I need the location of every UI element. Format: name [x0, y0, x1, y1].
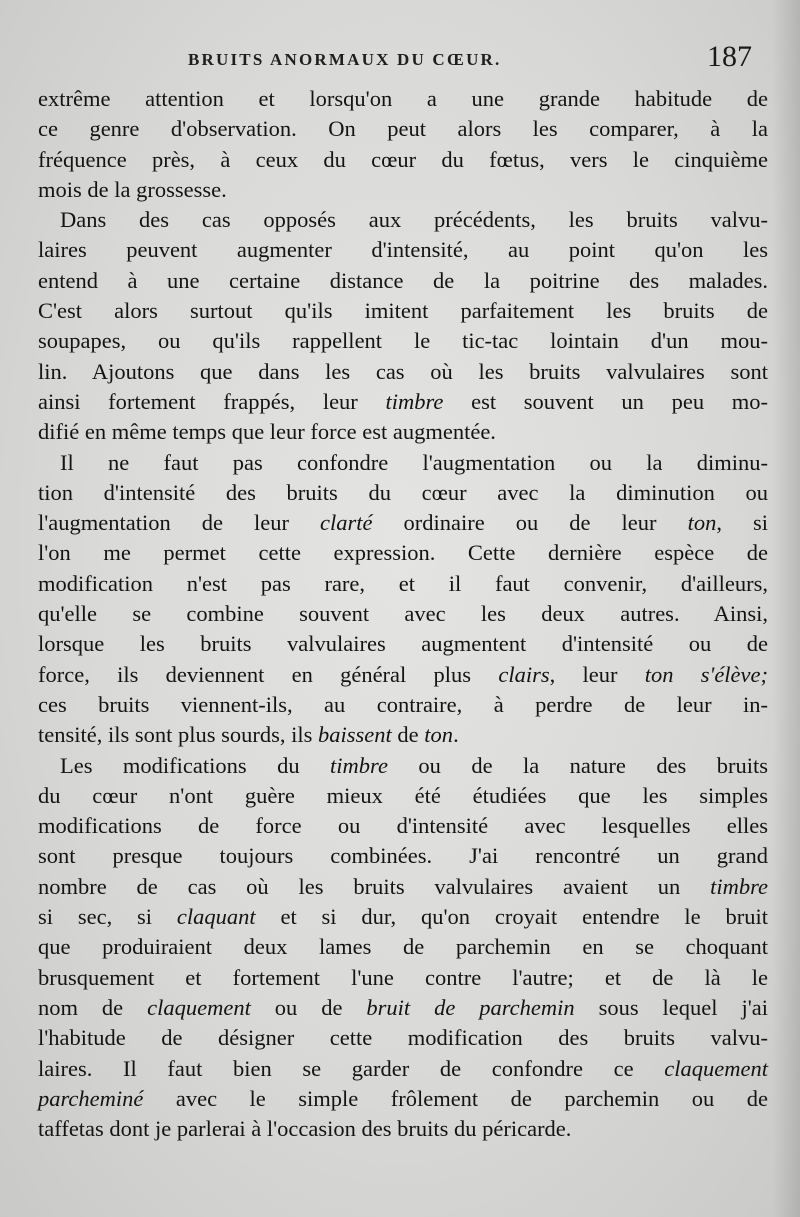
text-line: C'est alors surtout qu'ils imitent parfaitement les bruits de [38, 298, 768, 324]
italic-term: bruit de parchemin [366, 994, 575, 1020]
text-line: du cœur n'ont guère mieux été étudiées que les simples [38, 782, 768, 808]
italic-term: claquant [176, 904, 256, 930]
text-line: l'habitude de désigner cette modification des bruits valvu- [38, 1025, 768, 1051]
text-line: force, ils deviennent en général plus clairs, leur ton s'élève; [38, 661, 769, 687]
text-line: tensité, ils sont plus sourds, ils baissent de ton. [38, 722, 459, 748]
text-line: extrême attention et lorsqu'on a une grande habitude de [38, 86, 768, 111]
italic-term: claquement [664, 1055, 768, 1081]
text-line: ainsi fortement frappés, leur timbre est souvent un peu mo- [38, 388, 769, 414]
text-line: nom de claquement ou de bruit de parchemin sous lequel j'ai [38, 994, 768, 1020]
italic-term: clairs [498, 661, 550, 687]
text-line: lorsque les bruits valvulaires augmentent d'intensité ou de [38, 631, 768, 657]
text-line: taffetas dont je parlerai à l'occasion des bruits du péricarde. [38, 1116, 572, 1142]
text-line: ces bruits viennent-ils, au contraire, à perdre de leur in- [38, 691, 768, 717]
text-line: laires peuvent augmenter d'intensité, au point qu'on les [38, 237, 768, 263]
text-line: Dans des cas opposés aux précédents, les bruits valvu- [60, 207, 768, 233]
italic-term: clarté [320, 510, 373, 536]
italic-term: timbre [710, 873, 768, 899]
text-line: qu'elle se combine souvent avec les deux autres. Ainsi, [38, 601, 768, 627]
text-line: nombre de cas où les bruits valvulaires avaient un timbre [38, 873, 768, 899]
text-line: Les modifications du timbre ou de la nature des bruits [60, 752, 769, 778]
italic-term: ton [687, 510, 717, 536]
page-number: 187 [707, 40, 752, 73]
text-line: lin. Ajoutons que dans les cas où les bruits valvulaires sont [38, 358, 768, 384]
body-text [38, 84, 768, 1144]
italic-term: parcheminé [38, 1085, 144, 1111]
page-header [38, 40, 758, 76]
text-line: fréquence près, à ceux du cœur du fœtus, vers le cinquième [38, 146, 768, 172]
page-edge-shadow [772, 0, 800, 1217]
text-line: parcheminé avec le simple frôlement de parchemin ou de [38, 1085, 768, 1111]
text-line: l'augmentation de leur clarté ordinaire ou de leur ton, si [38, 510, 768, 536]
text-line: si sec, si claquant et si dur, qu'on croyait entendre le bruit [38, 904, 769, 930]
text-line: soupapes, ou qu'ils rappellent le tic-tac lointain d'un mou- [38, 328, 768, 354]
text-line: modifications de force ou d'intensité avec lesquelles elles [38, 813, 768, 839]
text-line: sont presque toujours combinées. J'ai rencontré un grand [38, 843, 768, 869]
text-line: laires. Il faut bien se garder de confondre ce claquement [38, 1055, 768, 1081]
italic-term: ton [424, 722, 454, 748]
text-line: modification n'est pas rare, et il faut convenir, d'ailleurs, [38, 570, 768, 596]
text-line: difié en même temps que leur force est augmentée. [38, 419, 496, 445]
text-line: mois de la grossesse. [38, 176, 227, 202]
italic-term: ton s'élève; [644, 661, 769, 687]
text-line: que produiraient deux lames de parchemin en se choquant [38, 934, 768, 960]
italic-term: timbre [330, 752, 388, 778]
text-line: brusquement et fortement l'une contre l'autre; et de là le [38, 964, 768, 990]
text-line: Il ne faut pas confondre l'augmentation ou la diminu- [60, 449, 768, 475]
italic-term: claquement [147, 994, 251, 1020]
text-line: ce genre d'observation. On peut alors les comparer, à la [38, 116, 768, 142]
text-line: l'on me permet cette expression. Cette dernière espèce de [38, 540, 768, 566]
text-line: tion d'intensité des bruits du cœur avec la diminution ou [38, 479, 768, 505]
running-title: BRUITS ANORMAUX DU CŒUR. [188, 50, 502, 69]
italic-term: timbre [385, 388, 444, 414]
text-line: entend à une certaine distance de la poitrine des malades. [38, 267, 768, 293]
italic-term: baissent [318, 722, 392, 748]
